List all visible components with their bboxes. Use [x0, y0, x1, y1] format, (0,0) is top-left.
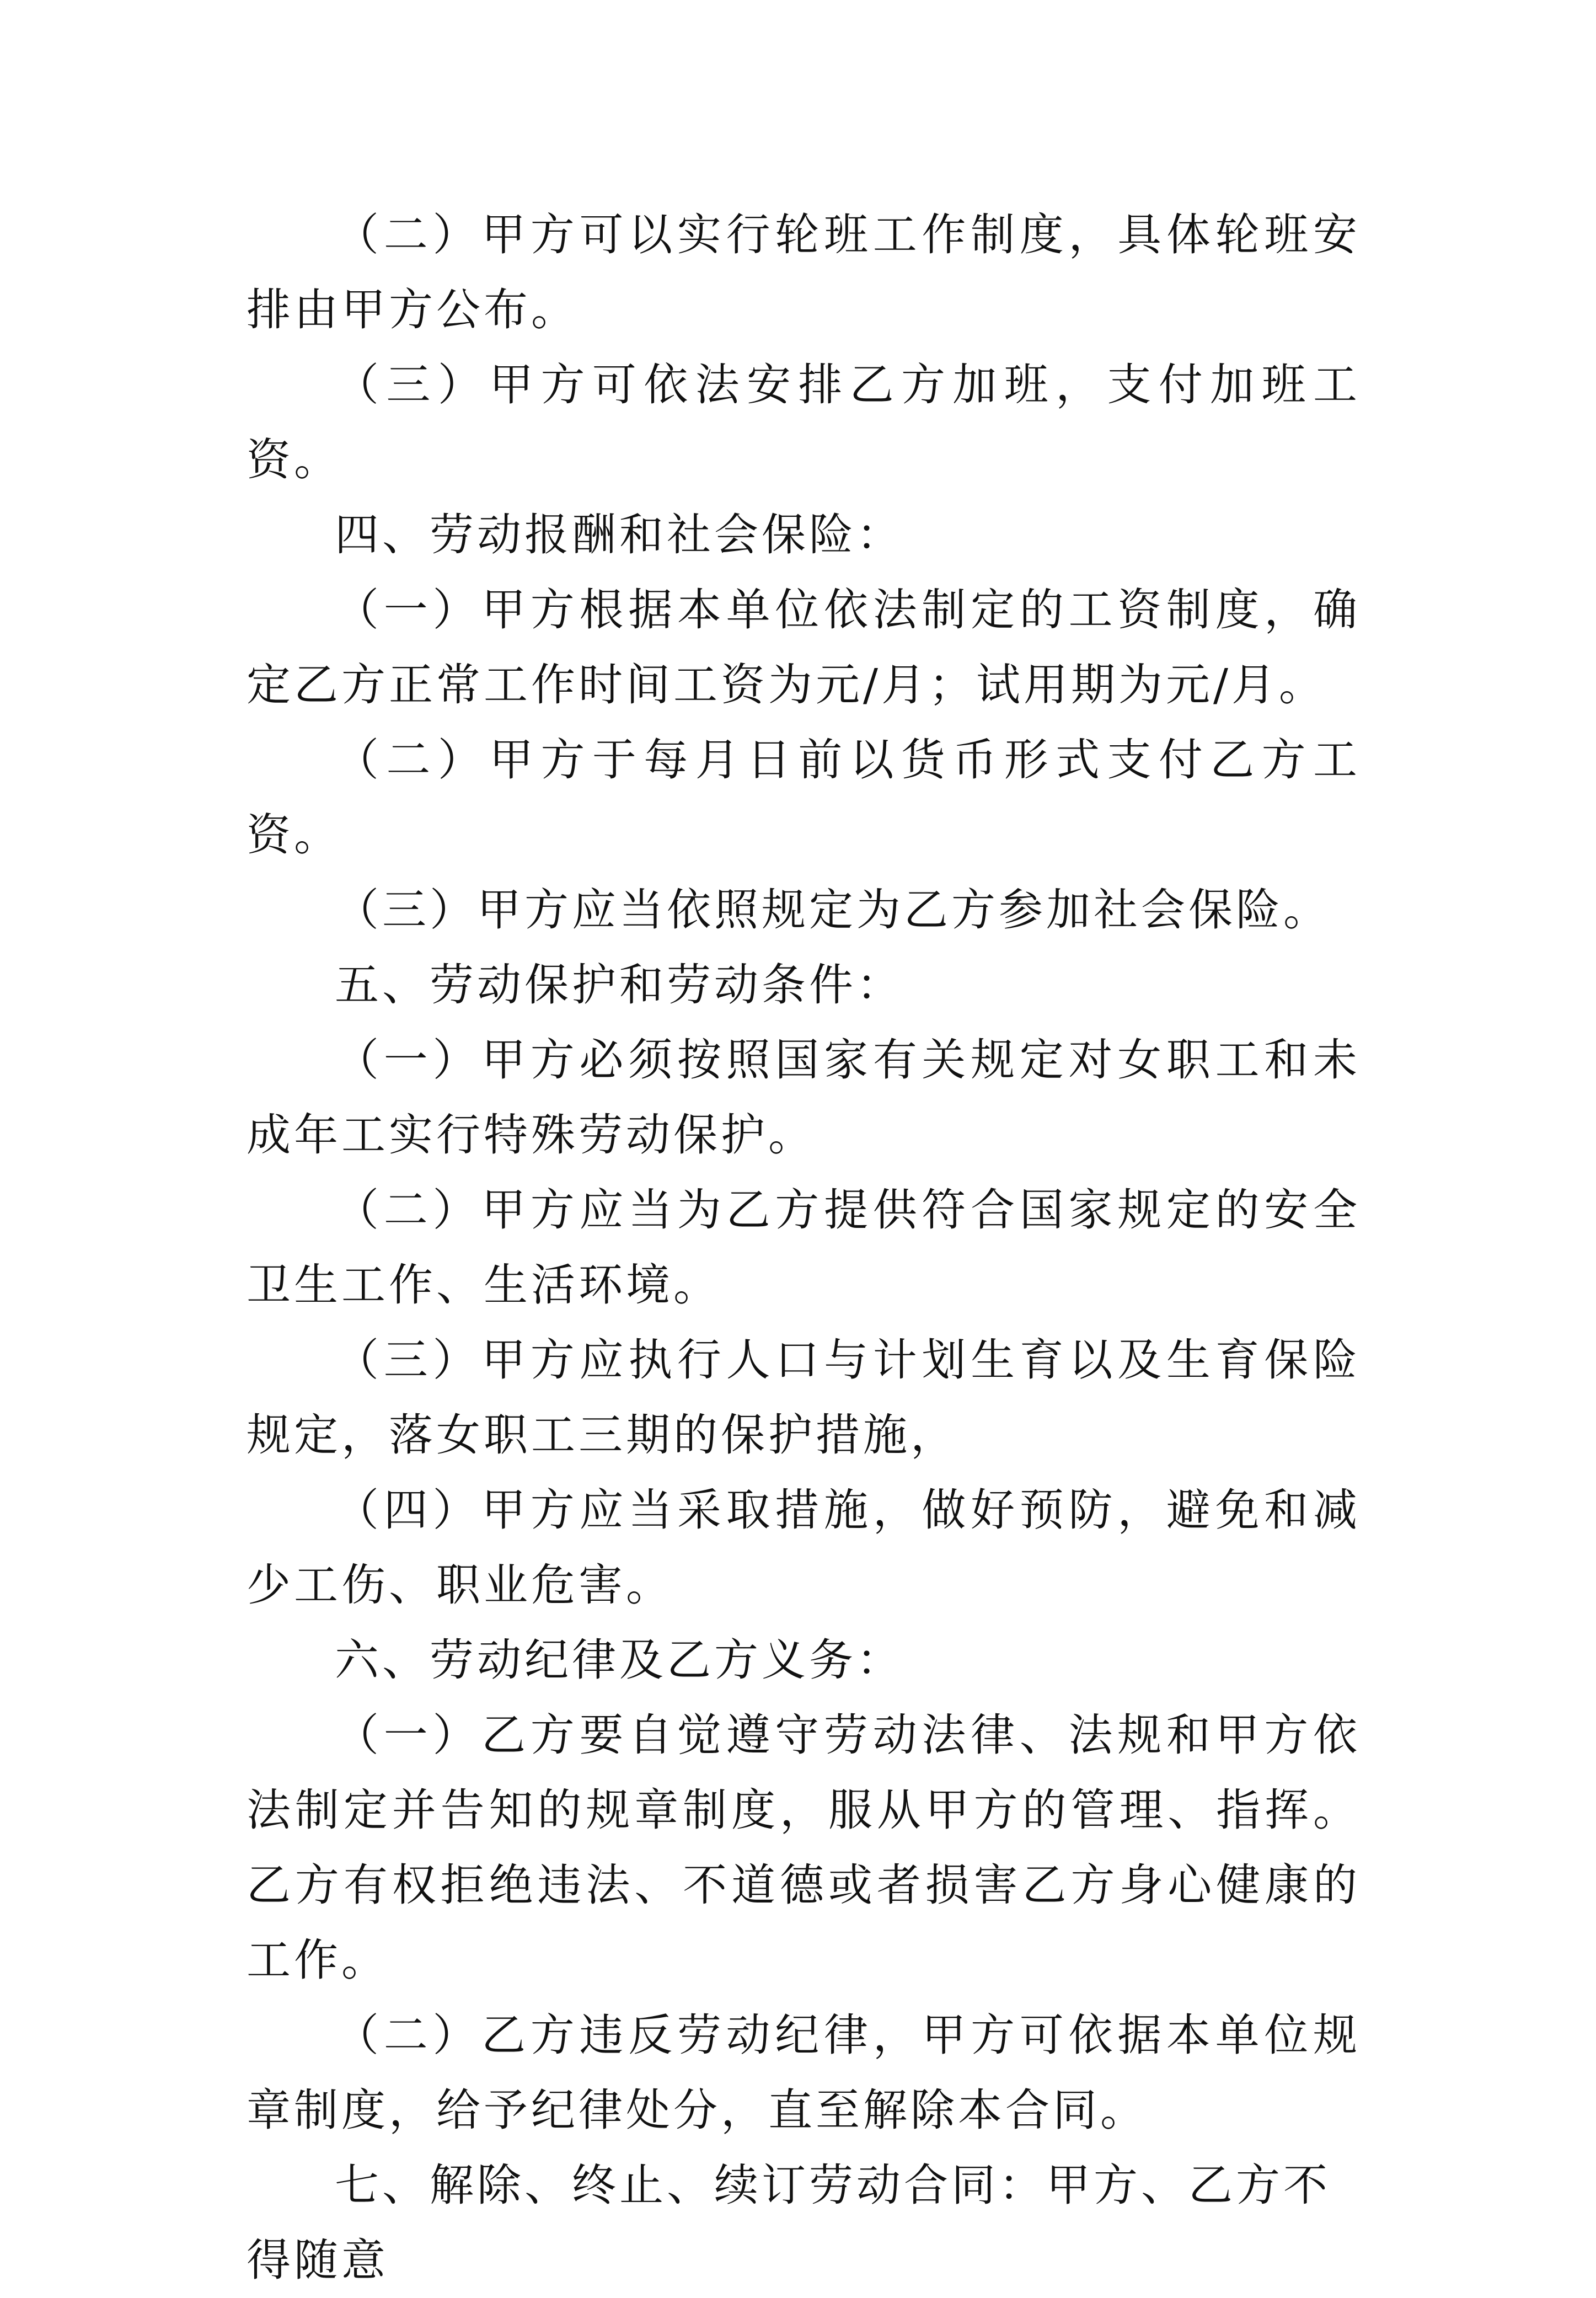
paragraph-disciplinary-action: （二）乙方违反劳动纪律，甲方可依据本单位规章制度，给予纪律处分，直至解除本合同。 [247, 2010, 1361, 2136]
section-heading-labor-protection: 五、劳动保护和劳动条件： [335, 959, 904, 1011]
section-heading-termination: 七、解除、终止、续订劳动合同：甲方、乙方不得随意 [247, 2160, 1331, 2286]
paragraph-shift-system: （二）甲方可以实行轮班工作制度，具体轮班安排由甲方公布。 [247, 209, 1361, 335]
section-heading-discipline: 六、劳动纪律及乙方义务： [335, 1634, 904, 1686]
paragraph-family-planning: （三）甲方应执行人口与计划生育以及生育保险规定，落女职工三期的保护措施， [247, 1334, 1361, 1461]
paragraph-injury-prevention: （四）甲方应当采取措施，做好预防，避免和减少工伤、职业危害。 [247, 1484, 1361, 1611]
paragraph-social-insurance: （三）甲方应当依照规定为乙方参加社会保险。 [335, 884, 1331, 936]
paragraph-special-protection: （一）甲方必须按照国家有关规定对女职工和未成年工实行特殊劳动保护。 [247, 1034, 1361, 1161]
paragraph-safe-environment: （二）甲方应当为乙方提供符合国家规定的安全卫生工作、生活环境。 [247, 1184, 1361, 1311]
document-body [247, 197, 1361, 2298]
paragraph-obey-rules: （一）乙方要自觉遵守劳动法律、法规和甲方依法制定并告知的规章制度，服从甲方的管理、指挥。乙方有权拒绝违法、不道德或者损害乙方身心健康的工作。 [247, 1709, 1361, 1986]
section-heading-remuneration: 四、劳动报酬和社会保险： [335, 509, 904, 560]
paragraph-wage-payment: （二）甲方于每月日前以货币形式支付乙方工资。 [247, 734, 1361, 861]
paragraph-wage-standard: （一）甲方根据本单位依法制定的工资制度，确定乙方正常工作时间工资为元/月；试用期为元/月。 [247, 584, 1361, 710]
paragraph-overtime: （三）甲方可依法安排乙方加班，支付加班工资。 [247, 359, 1361, 485]
